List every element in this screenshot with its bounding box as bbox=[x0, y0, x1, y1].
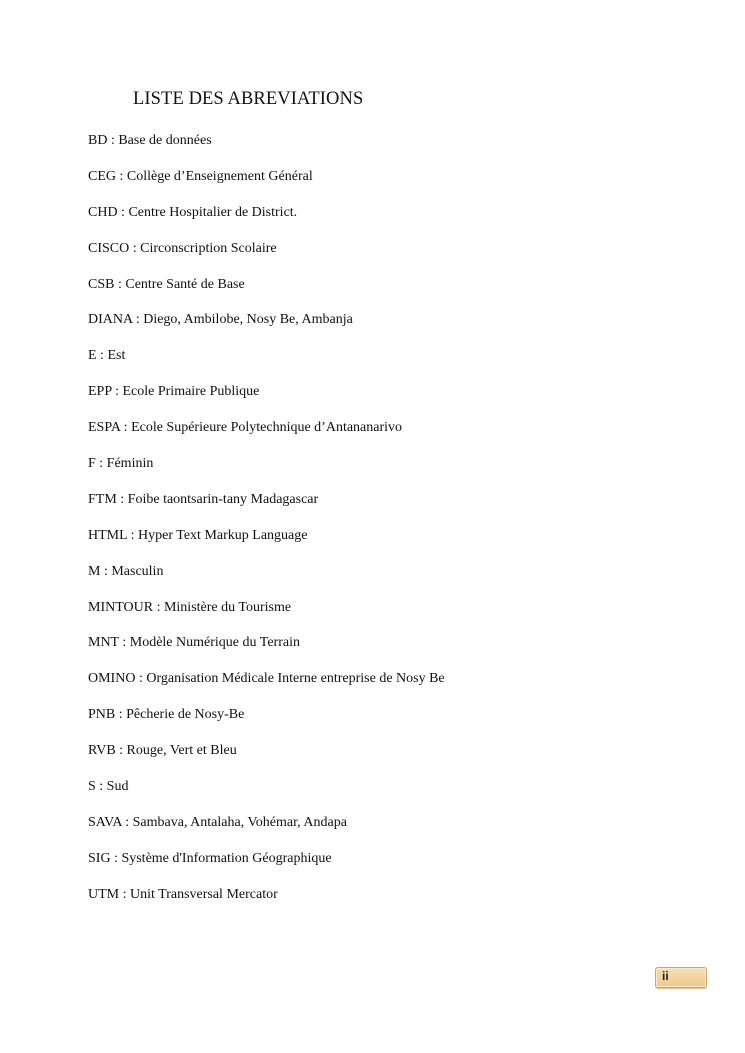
abbreviation-item: CISCO : Circonscription Scolaire bbox=[88, 240, 277, 256]
page-number-badge bbox=[655, 967, 707, 988]
abbreviation-item: SAVA : Sambava, Antalaha, Vohémar, Andapa bbox=[88, 814, 347, 830]
abbreviation-item: CSB : Centre Santé de Base bbox=[88, 276, 245, 292]
abbreviation-item: OMINO : Organisation Médicale Interne entreprise de Nosy Be bbox=[88, 671, 445, 687]
abbreviation-item: E : Est bbox=[88, 348, 126, 364]
abbreviation-item: F : Féminin bbox=[88, 456, 154, 472]
abbreviation-item: BD : Base de données bbox=[88, 133, 212, 148]
abbreviation-item: FTM : Foibe taontsarin-tany Madagascar bbox=[88, 491, 319, 507]
abbreviation-item: ESPA : Ecole Supérieure Polytechnique d’Antananarivo bbox=[88, 420, 403, 436]
page-title: LISTE DES ABREVIATIONS bbox=[133, 89, 364, 109]
abbreviation-item: CHD : Centre Hospitalier de District. bbox=[88, 204, 298, 220]
abbreviation-item: MINTOUR : Ministère du Tourisme bbox=[88, 599, 292, 615]
abbreviation-item: EPP : Ecole Primaire Publique bbox=[88, 384, 260, 400]
abbreviation-item: DIANA : Diego, Ambilobe, Nosy Be, Ambanja bbox=[88, 312, 353, 328]
abbreviation-item: HTML : Hyper Text Markup Language bbox=[88, 527, 308, 543]
abbreviation-item: MNT : Modèle Numérique du Terrain bbox=[88, 635, 300, 651]
abbreviation-list bbox=[88, 133, 445, 923]
abbreviation-item: CEG : Collège d’Enseignement Général bbox=[88, 168, 313, 184]
abbreviation-item: PNB : Pêcherie de Nosy-Be bbox=[88, 707, 245, 723]
abbreviation-item: S : Sud bbox=[88, 779, 129, 795]
abbreviation-item: M : Masculin bbox=[88, 563, 164, 579]
abbreviation-item: SIG : Système d'Information Géographique bbox=[88, 850, 332, 866]
abbreviation-item: UTM : Unit Transversal Mercator bbox=[88, 886, 278, 902]
page-number: ii bbox=[662, 969, 669, 983]
abbreviation-item: RVB : Rouge, Vert et Bleu bbox=[88, 743, 237, 759]
